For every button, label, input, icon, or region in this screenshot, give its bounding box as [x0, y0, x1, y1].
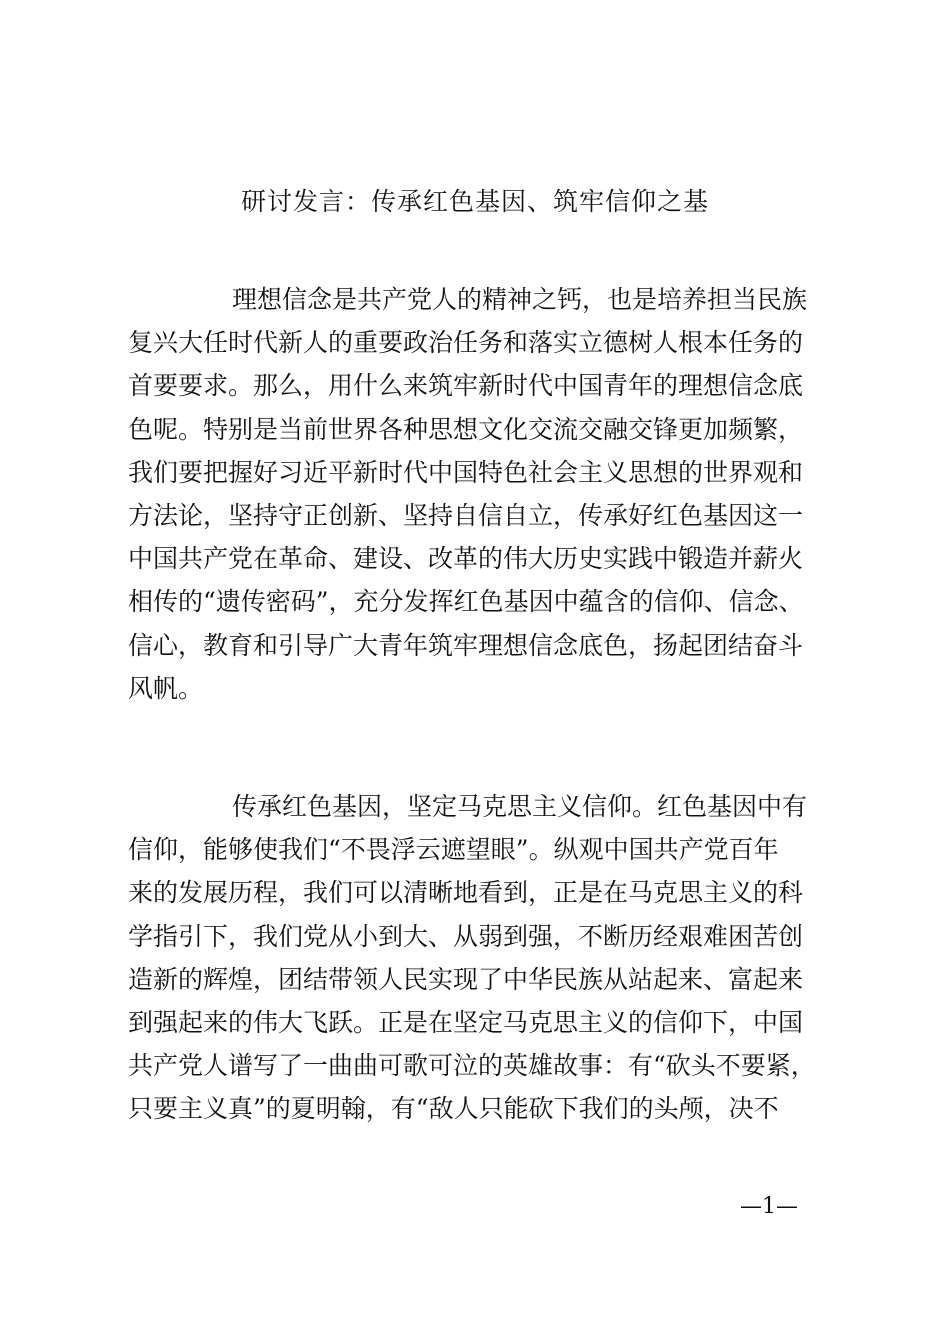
paragraph-line: 我们要把握好习近平新时代中国特色社会主义思想的世界观和	[128, 457, 804, 487]
paragraph-line: 中国共产党在革命、建设、改革的伟大历史实践中锻造并薪火	[128, 544, 804, 574]
paragraph-line: 只要主义真”的夏明翰，有“敌人只能砍下我们的头颅，决不	[128, 1094, 779, 1124]
paragraph-line: 相传的“遗传密码”，充分发挥红色基因中蕴含的信仰、信念、	[128, 587, 804, 617]
paragraph-line: 信心，教育和引导广大青年筑牢理想信念底色，扬起团结奋斗	[128, 630, 804, 660]
paragraph-line: 首要要求。那么，用什么来筑牢新时代中国青年的理想信念底	[128, 371, 804, 401]
page-number: —1—	[740, 1194, 798, 1219]
paragraph-line: 方法论，坚持守正创新、坚持自信自立，传承好红色基因这一	[128, 500, 804, 530]
paragraph-line: 理想信念是共产党人的精神之钙，也是培养担当民族	[232, 285, 808, 314]
paragraph-line: 共产党人谱写了一曲曲可歌可泣的英雄故事：有“砍头不要紧，	[128, 1051, 816, 1081]
paragraph-line: 学指引下，我们党从小到大、从弱到强，不断历经艰难困苦创	[128, 921, 804, 951]
paragraph-line: 色呢。特别是当前世界各种思想文化交流交融交锋更加频繁，	[128, 414, 804, 444]
paragraph-line: 风帆。	[128, 673, 204, 703]
paragraph-line: 信仰，能够使我们“不畏浮云遮望眼”。纵观中国共产党百年	[128, 835, 779, 865]
paragraph-1	[128, 278, 830, 710]
paragraph-line: 到强起来的伟大飞跃。正是在坚定马克思主义的信仰下，中国	[128, 1007, 804, 1037]
paragraph-2	[128, 785, 830, 1131]
page-title: 研讨发言：传承红色基因、筑牢信仰之基	[240, 187, 709, 216]
paragraph-line: 传承红色基因，坚定马克思主义信仰。红色基因中有	[232, 792, 808, 821]
paragraph-line: 来的发展历程，我们可以清晰地看到，正是在马克思主义的科	[128, 878, 804, 908]
paragraph-line: 复兴大任时代新人的重要政治任务和落实立德树人根本任务的	[128, 328, 804, 358]
paragraph-line: 造新的辉煌，团结带领人民实现了中华民族从站起来、富起来	[128, 964, 804, 994]
